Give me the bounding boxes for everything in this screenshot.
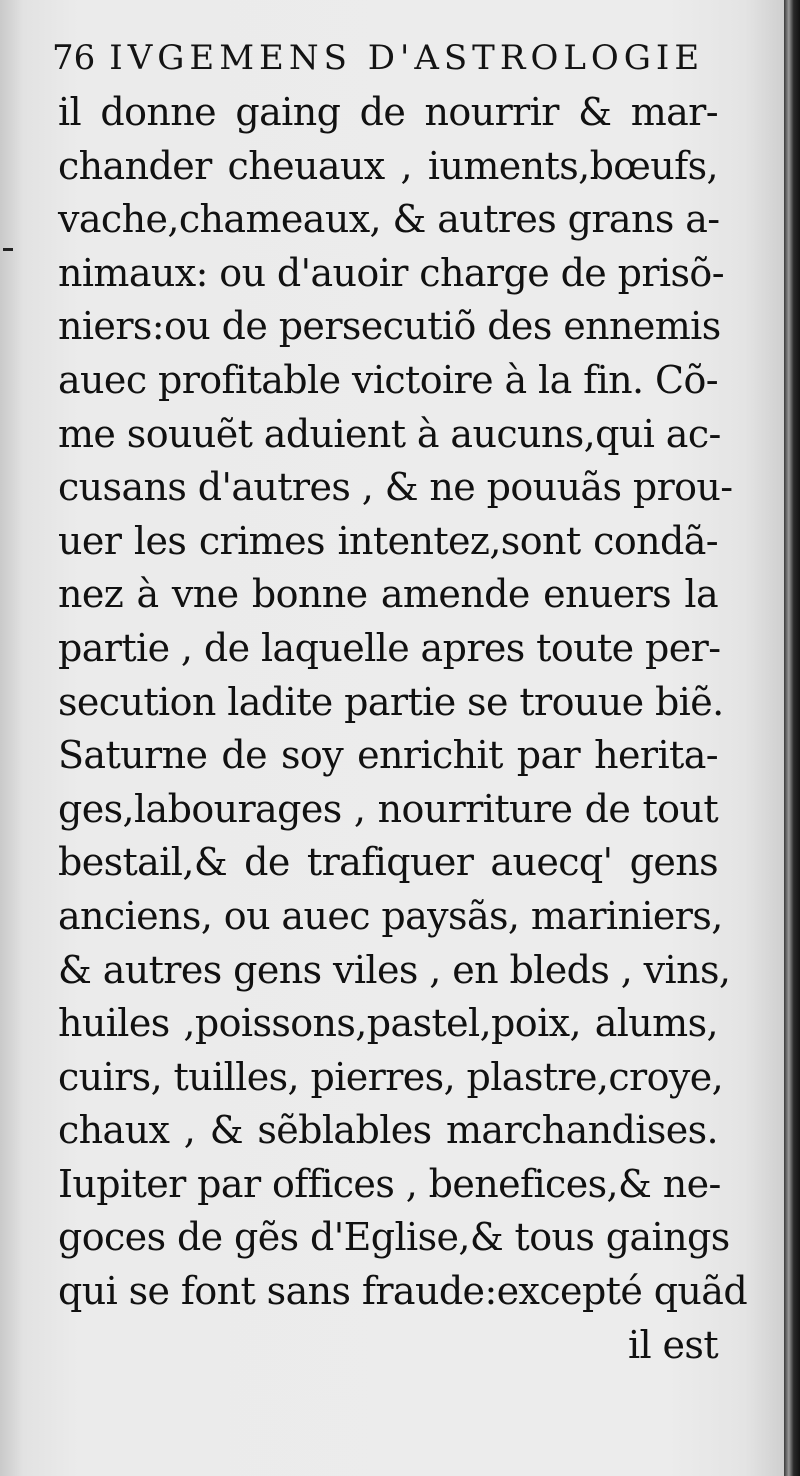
- text-line: me souuẽt aduient à aucuns,qui ac-: [58, 411, 721, 456]
- text-line: nez à vne bonne amende enuers la: [58, 572, 718, 617]
- text-line: cusans d'autres , & ne pouuãs prou-: [58, 465, 733, 510]
- text-line: il donne gaing de nourrir & mar-: [58, 90, 718, 134]
- text-line: chaux , & sẽblables marchandises.: [58, 1108, 718, 1153]
- running-title: IVGEMENS D'ASTROLOGIE: [109, 38, 705, 78]
- text-line: partie , de laquelle apres toute per-: [58, 625, 721, 670]
- body-text: [58, 86, 748, 1372]
- running-head: [52, 36, 732, 80]
- text-line: nimaux: ou d'auoir charge de prisõ-: [58, 250, 724, 295]
- text-line: chander cheuaux , iuments,bœufs,: [58, 143, 718, 188]
- text-line: niers:ou de persecutiõ des ennemis: [58, 304, 721, 349]
- text-line: auec profitable victoire à la fin. Cõ-: [58, 357, 718, 402]
- text-line: vache,chameaux, & autres grans a-: [58, 197, 720, 242]
- text-line: & autres gens viles , en bleds , vins,: [58, 947, 731, 992]
- text-line: goces de gẽs d'Eglise,& tous gaings: [58, 1215, 730, 1260]
- text-line: huiles ,poissons,pastel,poix, alums,: [58, 1001, 718, 1046]
- text-line: uer les crimes intentez,sont condã-: [58, 518, 718, 563]
- text-line: bestail,& de trafiquer auecq' gens: [58, 840, 718, 885]
- page-number: 76: [52, 38, 96, 78]
- text-line: secution ladite partie se trouue biẽ.: [58, 679, 724, 724]
- text-line: Saturne de soy enrichit par herita-: [58, 733, 718, 778]
- text-line: qui se font sans fraude:excepté quãd: [58, 1269, 748, 1314]
- text-line: Iupiter par offices , benefices,& ne-: [58, 1161, 721, 1206]
- book-gutter-edge: [784, 0, 800, 1476]
- margin-mark: [3, 248, 13, 251]
- text-line-catchword: il est: [627, 1322, 718, 1367]
- text-line: cuirs, tuilles, pierres, plastre,croye,: [58, 1054, 724, 1099]
- text-line: anciens, ou auec paysãs, mariniers,: [58, 893, 723, 938]
- text-line: ges,labourages , nourriture de tout: [58, 786, 718, 831]
